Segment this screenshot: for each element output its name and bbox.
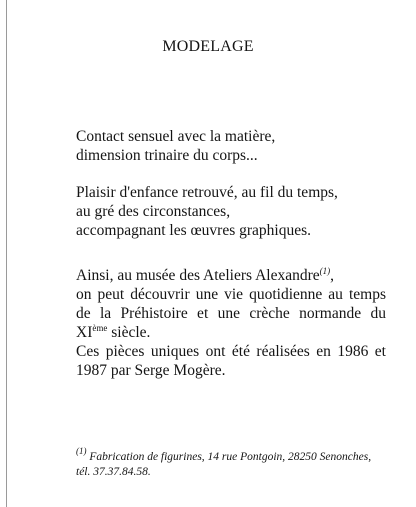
footnote-line: tél. 37.37.84.58. [76, 466, 151, 478]
paragraph-line: Ces pièces uniques ont été réalisées en 1986 et [76, 343, 386, 360]
ordinal-suffix: ème [92, 323, 108, 333]
paragraph-line [76, 266, 386, 285]
century-numeral: XI [76, 324, 93, 341]
paragraph-line: Contact sensuel avec la matière, [76, 128, 276, 145]
paragraph-line: Plaisir d'enfance retrouvé, au fil du temps, [76, 184, 338, 201]
footnote [76, 446, 396, 480]
line-punctuation: , [330, 267, 335, 284]
paragraph-line: accompagnant les œuvres graphiques. [76, 222, 312, 239]
paragraph-line: au gré des circonstances, [76, 203, 231, 220]
footnote-text: Fabrication de figurines, 14 rue Pontgoin, 28250 Senonches, [86, 451, 372, 463]
line-text: Ainsi, au musée des Ateliers Alexandre [76, 267, 320, 284]
footnote-marker: (1) [76, 446, 87, 456]
paragraph-plaisir [76, 183, 386, 240]
line-text: siècle. [107, 324, 151, 341]
paragraph-ainsi [76, 266, 386, 380]
paragraph-line: dimension trinaire du corps... [76, 147, 258, 164]
paragraph-line: de la Préhistoire et une crèche normande du [76, 305, 386, 322]
paragraph-line [76, 323, 386, 342]
paragraph-contact [76, 127, 386, 165]
footnote-reference: (1) [319, 266, 331, 276]
paragraph-line: on peut découvrir une vie quotidienne au temps [76, 286, 386, 303]
footnote-line [76, 446, 396, 465]
page-title: MODELAGE [162, 38, 254, 55]
page-margin-line [6, 0, 7, 507]
paragraph-line: 1987 par Serge Mogère. [76, 362, 226, 379]
